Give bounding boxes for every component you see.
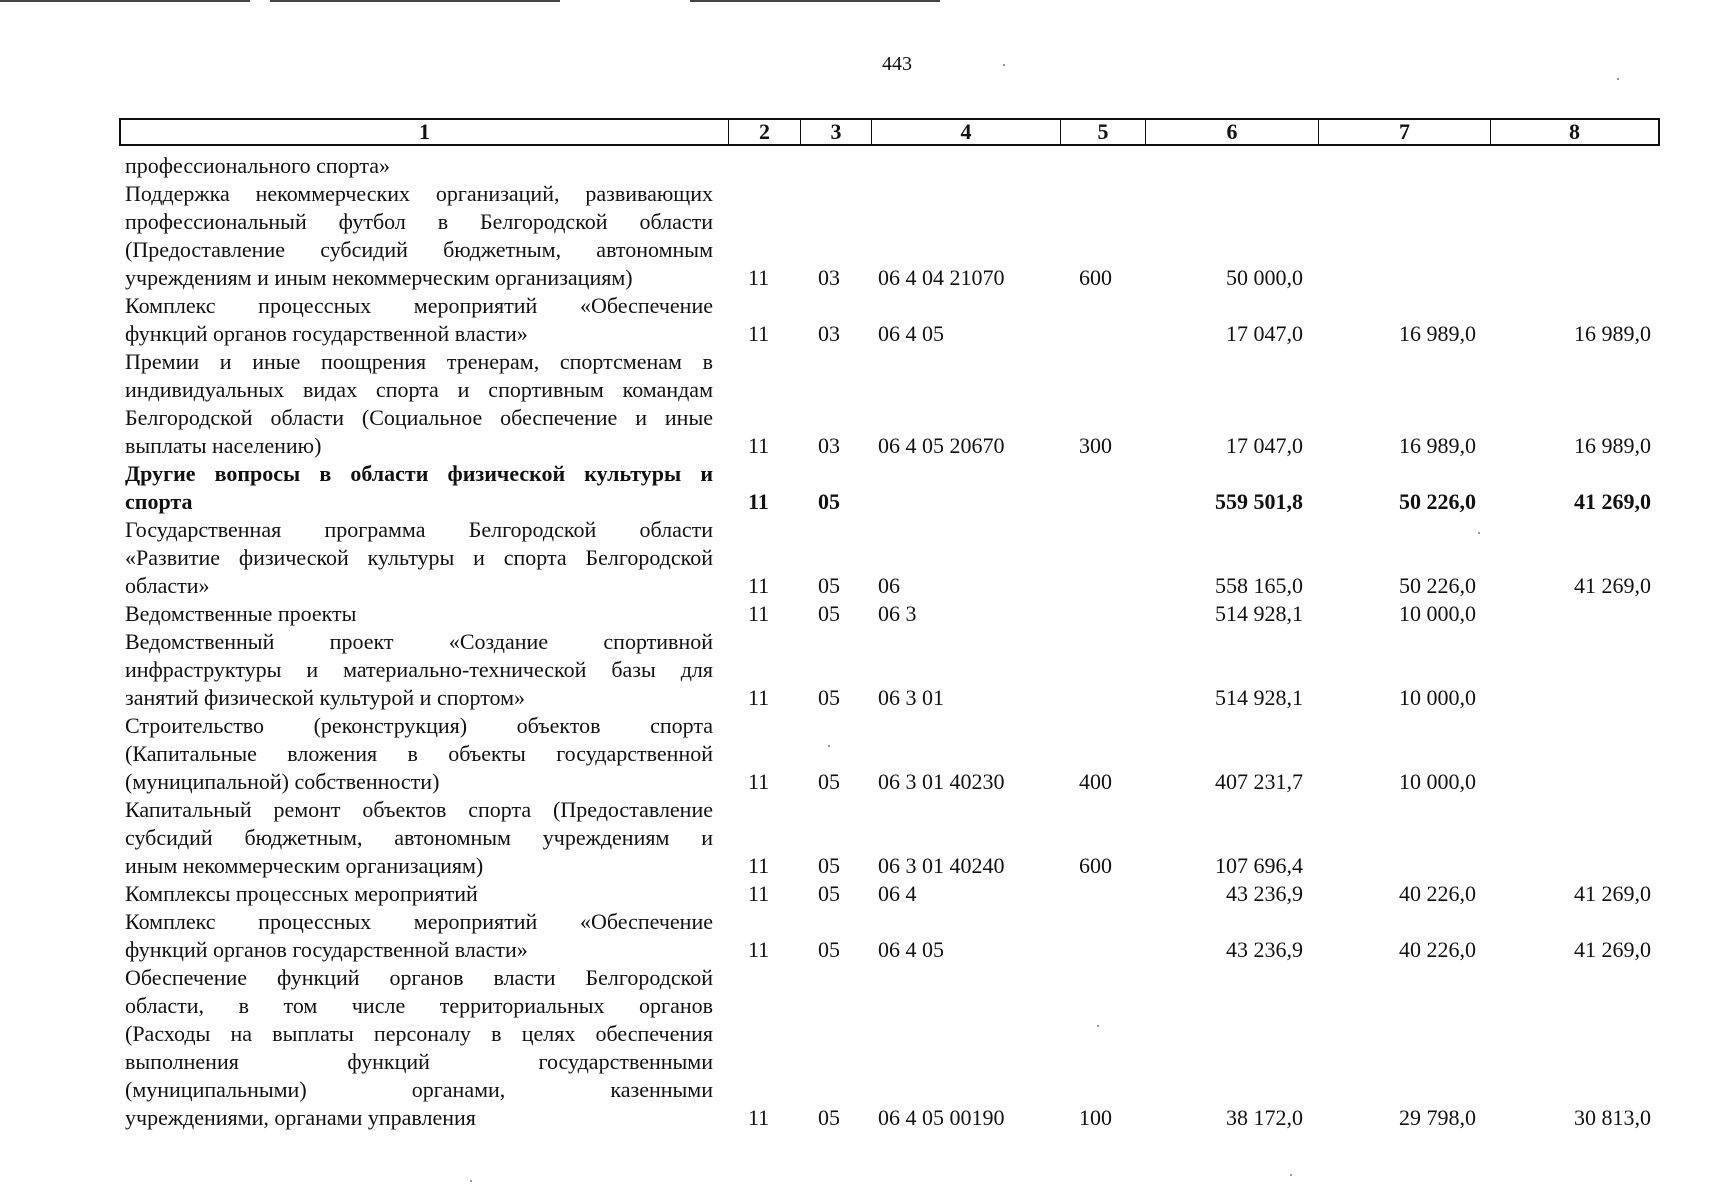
description-line: Капитальный ремонт объектов спорта (Предоставление	[125, 797, 713, 822]
cell-col-4: 06 4 04 21070	[878, 265, 1005, 290]
header-col-1: 1	[121, 120, 729, 144]
cell-col-4: 06 3 01 40230	[878, 769, 1005, 794]
description-line: учреждениям и иным некоммерческим организациям)	[125, 265, 633, 290]
page-number: 443	[882, 53, 912, 75]
description-line: субсидий бюджетным, автономным учреждениям и	[125, 825, 713, 850]
cell-col-3: 03	[818, 321, 840, 346]
description-line: Другие вопросы в области физической культуры и	[125, 461, 713, 486]
cell-col-7: 10 000,0	[1399, 601, 1476, 626]
cell-col-7: 10 000,0	[1399, 685, 1476, 710]
cell-col-4: 06 4 05 00190	[878, 1105, 1005, 1130]
header-col-2: 2	[729, 120, 801, 144]
cell-col-8: 41 269,0	[1574, 937, 1651, 962]
description-line: профессионального спорта»	[125, 153, 391, 178]
cell-col-3: 05	[818, 1105, 840, 1130]
description-line: выплаты населению)	[125, 433, 322, 458]
description-line: профессиональный футбол в Белгородской области	[125, 209, 713, 234]
description-line: Белгородской области (Социальное обеспечение и иные	[125, 405, 713, 430]
description-line: (Предоставление субсидий бюджетным, автономным	[125, 237, 713, 262]
cell-col-5: 600	[1079, 853, 1112, 878]
row-description	[125, 880, 713, 908]
cell-col-3: 05	[818, 601, 840, 626]
row-description	[125, 712, 713, 796]
row-description	[125, 460, 713, 516]
cell-col-6: 559 501,8	[1215, 489, 1303, 514]
row-description	[125, 348, 713, 460]
description-line: «Развитие физической культуры и спорта Белгородской	[125, 545, 713, 570]
cell-col-4: 06	[878, 573, 900, 598]
cell-col-6: 50 000,0	[1226, 265, 1303, 290]
cell-col-2: 11	[748, 881, 770, 906]
header-col-4: 4	[872, 120, 1061, 144]
row-description	[125, 180, 713, 292]
table-row	[0, 600, 1714, 628]
row-description	[125, 964, 713, 1132]
cell-col-3: 03	[818, 433, 840, 458]
cell-col-3: 05	[818, 937, 840, 962]
description-line: области, в том числе территориальных органов	[125, 993, 713, 1018]
description-line: занятий физической культурой и спортом»	[125, 685, 526, 710]
scan-speck	[1097, 1025, 1099, 1027]
row-description	[125, 600, 713, 628]
cell-col-6: 107 696,4	[1215, 853, 1303, 878]
description-line: инфраструктуры и материально-технической базы для	[125, 657, 713, 682]
table-row	[0, 796, 1714, 880]
table-row	[0, 628, 1714, 712]
cell-col-3: 05	[818, 685, 840, 710]
header-col-7: 7	[1319, 120, 1491, 144]
table-row	[0, 348, 1714, 460]
cell-col-8: 16 989,0	[1574, 433, 1651, 458]
description-line: функций органов государственной власти»	[125, 937, 528, 962]
cell-col-2: 11	[748, 1105, 770, 1130]
row-description	[125, 908, 713, 964]
cell-col-2: 11	[748, 685, 770, 710]
cell-col-8: 41 269,0	[1574, 489, 1651, 514]
cell-col-4: 06 3	[878, 601, 917, 626]
table-body	[0, 152, 1714, 1132]
description-line: иным некоммерческим организациям)	[125, 853, 484, 878]
row-description	[125, 516, 713, 600]
cell-col-6: 407 231,7	[1215, 769, 1303, 794]
description-line: (муниципальными) органами, казенными	[125, 1077, 713, 1102]
cell-col-3: 05	[818, 489, 840, 514]
cell-col-2: 11	[748, 769, 770, 794]
cell-col-4: 06 4 05	[878, 321, 944, 346]
description-line: спорта	[125, 489, 193, 514]
cell-col-3: 05	[818, 881, 840, 906]
scan-speck	[1478, 532, 1480, 534]
table-row	[0, 460, 1714, 516]
cell-col-4: 06 4 05	[878, 937, 944, 962]
table-row	[0, 152, 1714, 180]
cell-col-2: 11	[748, 321, 770, 346]
cell-col-5: 100	[1079, 1105, 1112, 1130]
scan-edge-line	[270, 0, 560, 2]
description-line: Поддержка некоммерческих организаций, развивающих	[125, 181, 713, 206]
table-row	[0, 908, 1714, 964]
cell-col-6: 558 165,0	[1215, 573, 1303, 598]
scan-edge-line	[0, 0, 250, 2]
cell-col-2: 11	[748, 265, 770, 290]
scan-speck	[828, 745, 830, 747]
cell-col-8: 30 813,0	[1574, 1105, 1651, 1130]
description-line: области»	[125, 573, 210, 598]
cell-col-5: 400	[1079, 769, 1112, 794]
cell-col-7: 10 000,0	[1399, 769, 1476, 794]
cell-col-6: 514 928,1	[1215, 601, 1303, 626]
header-col-3: 3	[801, 120, 872, 144]
cell-col-3: 05	[818, 573, 840, 598]
table-row	[0, 712, 1714, 796]
cell-col-3: 05	[818, 853, 840, 878]
cell-col-2: 11	[748, 601, 770, 626]
cell-col-4: 06 4 05 20670	[878, 433, 1005, 458]
cell-col-2: 11	[748, 573, 770, 598]
scan-edge-line	[690, 0, 940, 2]
cell-col-5: 300	[1079, 433, 1112, 458]
cell-col-7: 50 226,0	[1399, 489, 1476, 514]
description-line: функций органов государственной власти»	[125, 321, 528, 346]
description-line: Комплексы процессных мероприятий	[125, 881, 478, 906]
description-line: Ведомственный проект «Создание спортивной	[125, 629, 713, 654]
cell-col-6: 17 047,0	[1226, 321, 1303, 346]
table-row	[0, 292, 1714, 348]
description-line: выполнения функций государственными	[125, 1049, 713, 1074]
description-line: (Расходы на выплаты персоналу в целях обеспечения	[125, 1021, 713, 1046]
cell-col-7: 50 226,0	[1399, 573, 1476, 598]
cell-col-6: 17 047,0	[1226, 433, 1303, 458]
row-description	[125, 152, 713, 180]
table-row	[0, 880, 1714, 908]
cell-col-4: 06 3 01 40240	[878, 853, 1005, 878]
table-row	[0, 964, 1714, 1132]
description-line: индивидуальных видах спорта и спортивным командам	[125, 377, 713, 402]
cell-col-4: 06 3 01	[878, 685, 944, 710]
scan-speck	[1290, 1174, 1292, 1176]
cell-col-2: 11	[748, 433, 770, 458]
description-line: (Капитальные вложения в объекты государственной	[125, 741, 713, 766]
description-line: Ведомственные проекты	[125, 601, 357, 626]
description-line: Комплекс процессных мероприятий «Обеспечение	[125, 293, 713, 318]
description-line: учреждениями, органами управления	[125, 1105, 476, 1130]
cell-col-3: 05	[818, 769, 840, 794]
cell-col-6: 38 172,0	[1226, 1105, 1303, 1130]
cell-col-6: 43 236,9	[1226, 881, 1303, 906]
cell-col-2: 11	[748, 853, 770, 878]
cell-col-7: 16 989,0	[1399, 321, 1476, 346]
description-line: Премии и иные поощрения тренерам, спортсменам в	[125, 349, 713, 374]
header-col-8: 8	[1569, 119, 1580, 144]
cell-col-8: 41 269,0	[1574, 881, 1651, 906]
cell-col-2: 11	[748, 489, 769, 514]
cell-col-7: 40 226,0	[1399, 937, 1476, 962]
table-header	[119, 118, 1660, 146]
cell-col-5: 600	[1079, 265, 1112, 290]
row-description	[125, 292, 713, 348]
cell-col-7: 16 989,0	[1399, 433, 1476, 458]
header-col-5: 5	[1061, 120, 1146, 144]
description-line: Комплекс процессных мероприятий «Обеспечение	[125, 909, 713, 934]
table-row	[0, 516, 1714, 600]
cell-col-3: 03	[818, 265, 840, 290]
cell-col-8: 41 269,0	[1574, 573, 1651, 598]
row-description	[125, 796, 713, 880]
cell-col-7: 40 226,0	[1399, 881, 1476, 906]
cell-col-7: 29 798,0	[1399, 1105, 1476, 1130]
cell-col-4: 06 4	[878, 881, 917, 906]
description-line: Обеспечение функций органов власти Белгородской	[125, 965, 713, 990]
scan-speck	[470, 1180, 472, 1182]
description-line: (муниципальной) собственности)	[125, 769, 440, 794]
table-row	[0, 180, 1714, 292]
description-line: Строительство (реконструкция) объектов спорта	[125, 713, 713, 738]
row-description	[125, 628, 713, 712]
scan-speck	[1003, 64, 1005, 66]
cell-col-2: 11	[748, 937, 770, 962]
header-col-6: 6	[1146, 120, 1319, 144]
scan-speck	[1617, 78, 1619, 80]
cell-col-6: 514 928,1	[1215, 685, 1303, 710]
cell-col-6: 43 236,9	[1226, 937, 1303, 962]
description-line: Государственная программа Белгородской области	[125, 517, 713, 542]
cell-col-8: 16 989,0	[1574, 321, 1651, 346]
